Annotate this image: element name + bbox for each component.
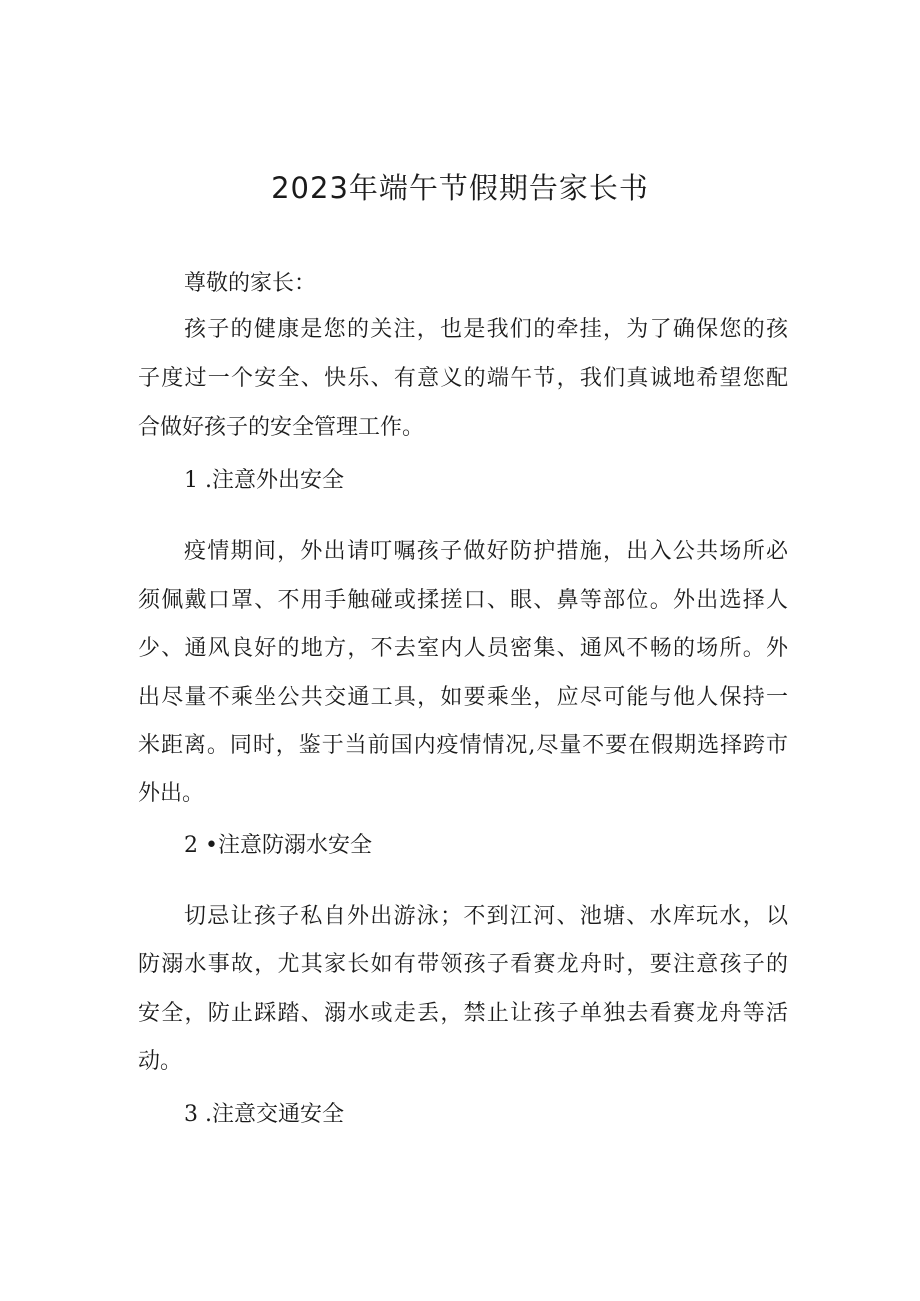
section-1-line-1: 疫情期间，外出请叮嘱孩子做好防护措施，出入公共场所必 [184, 539, 788, 564]
section-2-line-3: 安全，防止踩踏、溺水或走丢，禁止让孩子单独去看赛龙舟等活 [138, 1001, 788, 1026]
intro-line-2: 子度过一个安全、快乐、有意义的端午节，我们真诚地希望您配 [138, 366, 788, 391]
section-2-line-2: 防溺水事故，尤其家长如有带领孩子看赛龙舟时，要注意孩子的 [138, 952, 788, 977]
intro-line-3: 合做好孩子的安全管理工作。 [138, 415, 425, 440]
section-1-line-4: 出尽量不乘坐公共交通工具，如要乘坐，应尽可能与他人保持一 [138, 685, 788, 710]
section-1-line-6: 外出。 [138, 781, 205, 806]
salutation: 尊敬的家长： [184, 271, 317, 296]
section-1-heading: 1 .注意外出安全 [184, 468, 344, 493]
section-2-line-1: 切忌让孩子私自外出游泳；不到江河、池塘、水库玩水，以 [184, 904, 788, 929]
section-1-line-5: 米距离。同时，鉴于当前国内疫情情况,尽量不要在假期选择跨市 [138, 733, 788, 758]
section-3-heading: 3 .注意交通安全 [184, 1102, 344, 1127]
section-1-line-2: 须佩戴口罩、不用手触碰或揉搓口、眼、鼻等部位。外出选择人 [138, 588, 788, 613]
section-1-line-3: 少、通风良好的地方，不去室内人员密集、通风不畅的场所。外 [138, 636, 788, 661]
section-2-line-4: 动。 [138, 1049, 183, 1074]
document-title: 2023年端午节假期告家长书 [271, 171, 649, 205]
intro-line-1: 孩子的健康是您的关注，也是我们的牵挂，为了确保您的孩 [184, 317, 788, 342]
section-2-heading: 2 •注意防溺水安全 [184, 833, 372, 858]
